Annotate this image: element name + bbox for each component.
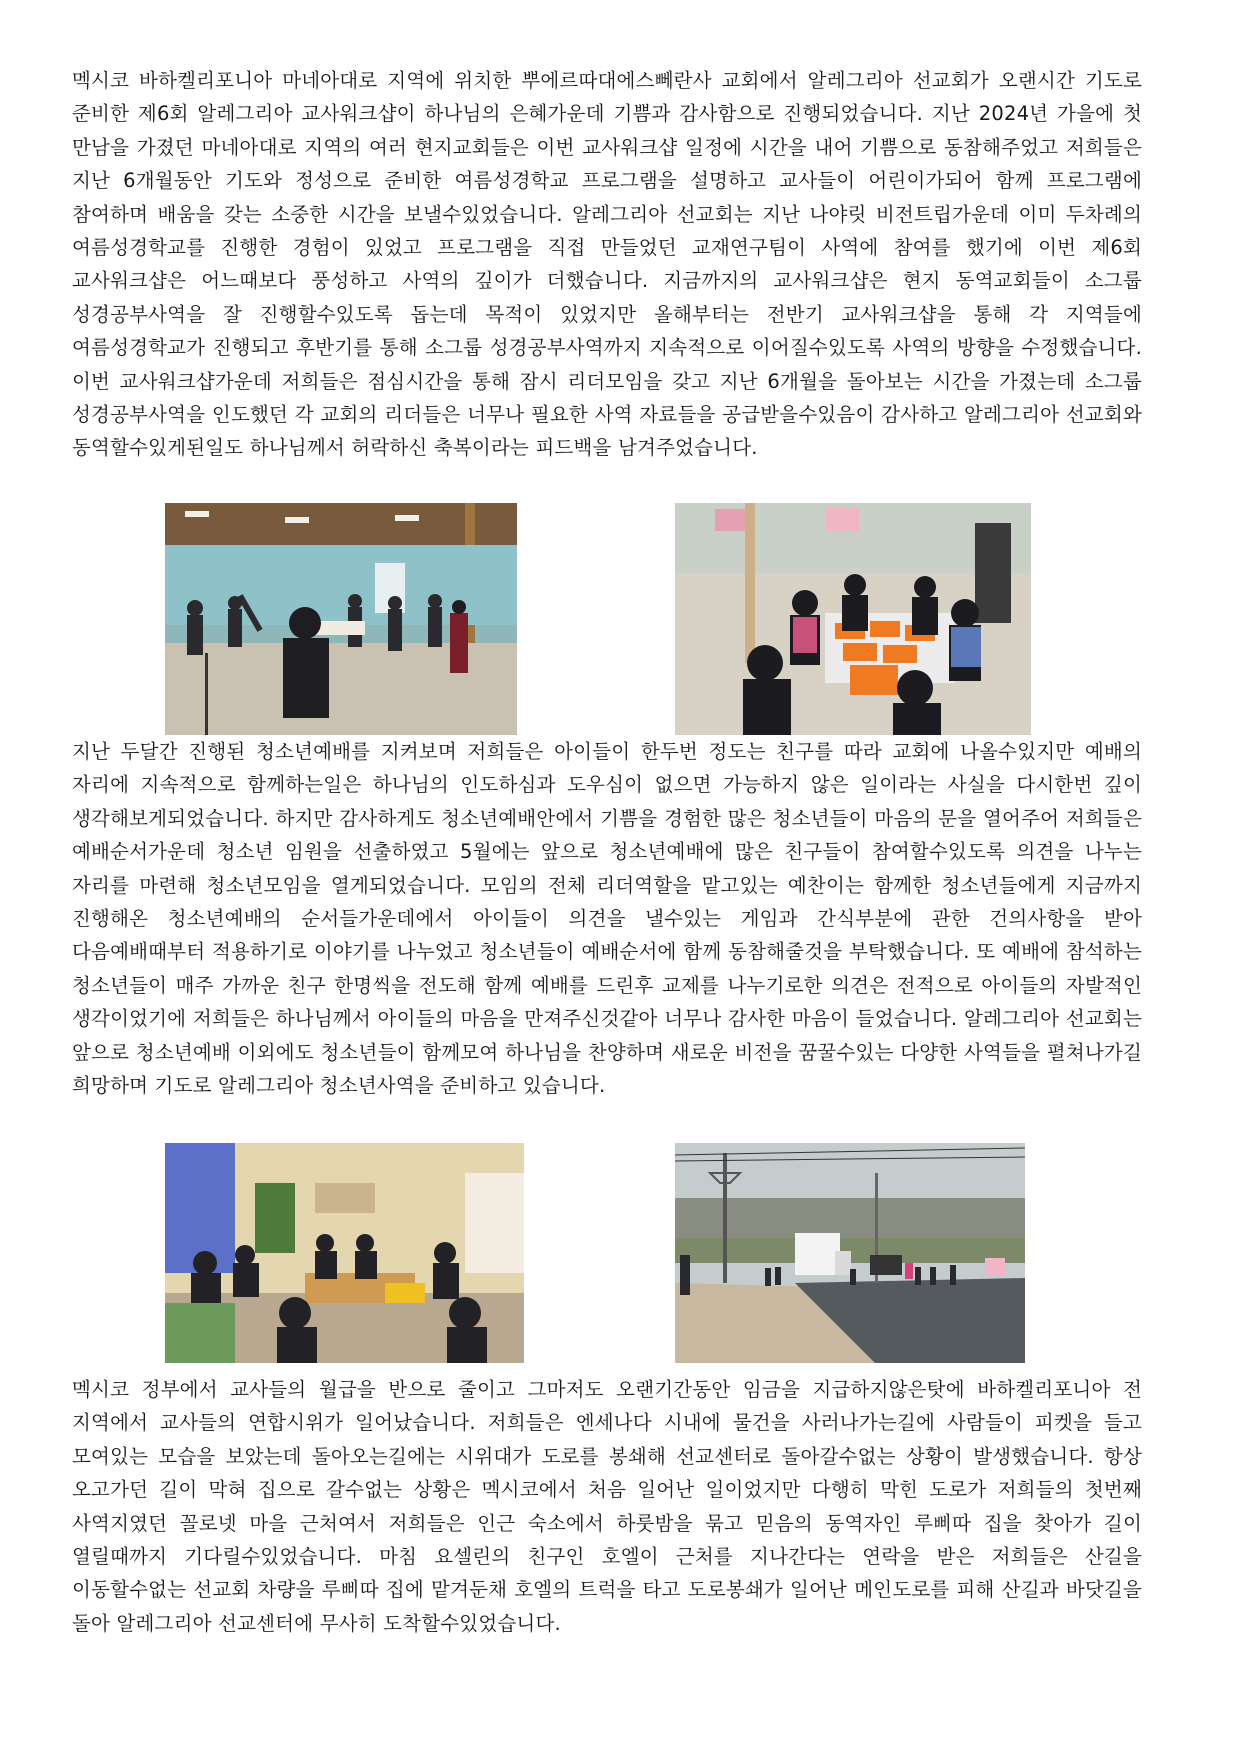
paragraph-teacher-protest: 멕시코 정부에서 교사들의 월급을 반으로 줄이고 그마저도 오랜기간동안 임금을 지급하지않은탓에 바하켈리포니아 전 지역에서 교사들의 연합시위가 일어났습니다. 저희들은 엔세나다 시내에 물건을 사러나가는길에 사람들이 피켓을 들고 모여있는 모습을 보았는데 돌아오는길에는 시위대가 도로를 봉쇄해 선교센터로 돌아갈수없는 상황이 발생했습니다. 항상 오고가던 길이 막혀 집으로 갈수없는 상황은 멕시코에서 처음 일어난 일이었지만 다행히 막힌 도로가 저희들의 첫번째 사역지였던 꼴로넷 마을 근처여서 저희들은 인근 숙소에서 하룻밤을 묶고 믿음의 동역자인 루삐따 집을 찾아가 길이 열릴때까지 기다릴수있었습니다. 마침 요셀린의 친구인 호엘이 근처를 지나간다는 연락을 받은 저희들은 산길을 이동할수없는 선교회 차량을 루삐따 집에 맡겨둔채 호엘의 트럭을 타고 도로봉쇄가 일어난 메인도로를 피해 산길과 바닷길을 돌아 알레그리아 선교센터에 무사히 도착할수있었습니다.	[72, 1378, 1142, 1635]
paragraph-youth-worship: 지난 두달간 진행된 청소년예배를 지켜보며 저희들은 아이들이 한두번 정도는 친구를 따라 교회에 나올수있지만 예배의 자리에 지속적으로 함께하는일은 하나님의 인도하심과 도우심이 없으면 가능하지 않은 일이라는 사실을 다시한번 깊이 생각해보게되었습니다. 하지만 감사하게도 청소년예배안에서 기쁨을 경험한 많은 청소년들이 마음의 문을 열어주어 저희들은 예배순서가운데 청소년 임원을 선출하였고 5월에는 앞으로 청소년예배에 많은 친구들이 참여할수있도록 의견을 나누는 자리를 마련해 청소년모임을 열게되었습니다. 모임의 전체 리더역할을 맡고있는 예찬이는 함께한 청소년들에게 지금까지 진행해온 청소년예배의 순서들가운데에서 아이들이 의견을 낼수있는 게임과 간식부분에 관한 건의사항을 받아 다음예배때부터 적용하기로 이야기를 나누었고 청소년들이 예배순서에 함께 동참해줄것을 부탁했습니다. 또 예배에 참석하는 청소년들이 매주 가까운 친구 한명씩을 전도해 함께 예배를 드린후 교제를 나누기로한 의견은 전적으로 아이들의 자발적인 생각이었기에 저희들은 하나님께서 아이들의 마음을 만져주신것같아 너무나 감사한 마음이 들었습니다. 알레그리아 선교회는 앞으로 청소년예배 이외에도 청소년들이 함께모여 하나님을 찬양하며 새로운 비전을 꿈꿀수있는 다양한 사역들을 펼쳐나가길 희망하며 기도로 알레그리아 청소년사역을 준비하고 있습니다.	[72, 740, 1142, 1098]
road-blockade-photo	[675, 1143, 1025, 1363]
paragraph-teacher-workshop: 멕시코 바하켈리포니아 마네아대로 지역에 위치한 뿌에르따대에스뻬란사 교회에서 알레그리아 선교회가 오랜시간 기도로 준비한 제6회 알레그리아 교사워크샵이 하나님의 은혜가운데 기쁨과 감사함으로 진행되었습니다. 지난 2024년 가을에 첫 만남을 가졌던 마네아대로 지역의 여러 현지교회들은 이번 교사워크샵 일정에 시간을 내어 기쁨으로 동참해주었고 저희들은 지난 6개월동안 기도와 정성으로 준비한 여름성경학교 프로그램을 설명하고 교사들이 어린이가되어 함께 프로그램에 참여하며 배움을 갖는 소중한 시간을 보낼수있었습니다. 알레그리아 선교회는 지난 나야릿 비전트립가운데 이미 두차례의 여름성경학교를 진행한 경험이 있었고 프로그램을 직접 만들었던 교재연구팀이 사역에 참여를 했기에 이번 제6회 교사워크샵은 어느때보다 풍성하고 사역의 깊이가 더했습니다. 지금까지의 교사워크샵은 현지 동역교회들이 소그룹 성경공부사역을 잘 진행할수있도록 돕는데 목적이 있었지만 올해부터는 전반기 교사워크샵을 통해 각 지역들에 여름성경학교가 진행되고 후반기를 통해 소그룹 성경공부사역까지 지속적으로 이어질수있도록 사역의 방향을 수정했습니다. 이번 교사워크샵가운데 저희들은 점심시간을 통해 잠시 리더모임을 갖고 지난 6개월을 돌아보는 시간을 가졌는데 소그룹 성경공부사역을 인도했던 각 교회의 리더들은 너무나 필요한 사역 자료들을 공급받을수있음이 감사하고 알레그리아 선교회와 동역할수있게된일도 하나님께서 허락하신 축복이라는 피드백을 남겨주었습니다.	[72, 69, 1142, 460]
youth-gathering-photo	[165, 1143, 524, 1363]
workshop-hall-photo	[165, 503, 517, 735]
leaders-meeting-photo	[675, 503, 1031, 735]
